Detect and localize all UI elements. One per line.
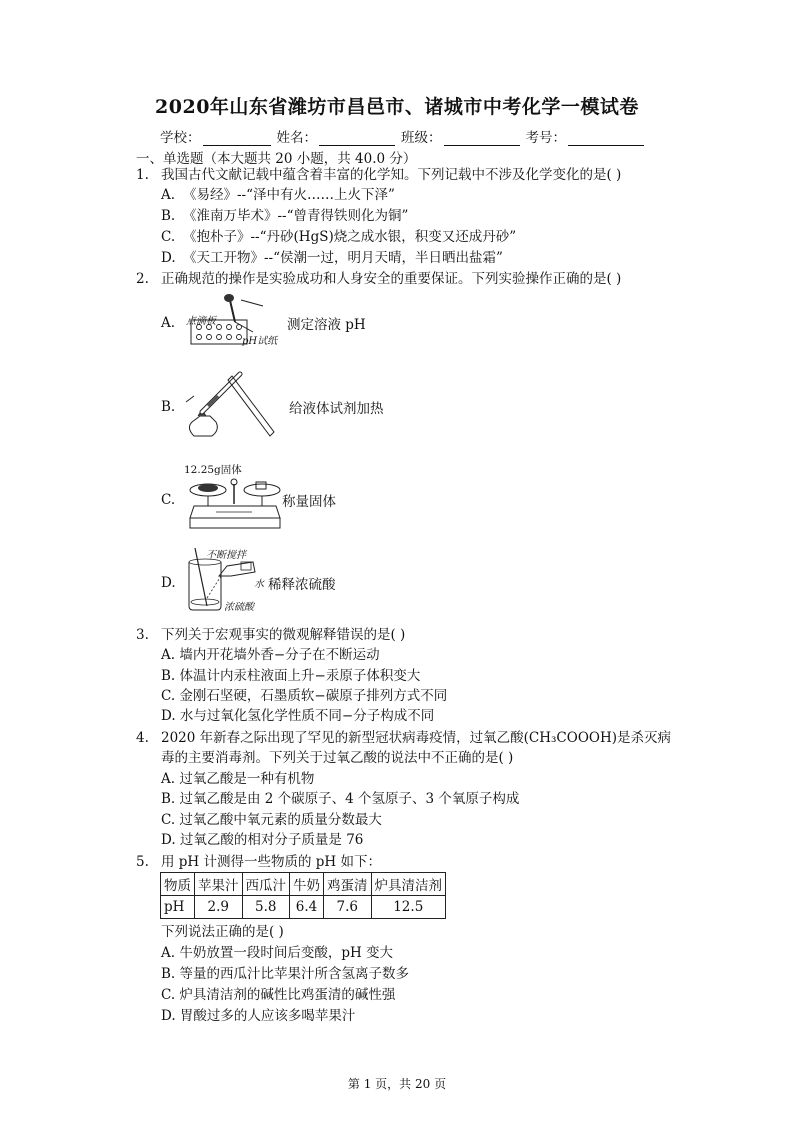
school-field[interactable] xyxy=(160,126,273,146)
school-label: 学校： xyxy=(160,130,201,146)
q5-option-a[interactable]: A. 牛奶放置一段时间后变酸，pH 变大 xyxy=(161,945,394,961)
question-5-prompt: 下列说法正确的是( ) xyxy=(161,924,284,940)
table-cell: 12.5 xyxy=(371,896,446,919)
section-heading: 一、单选题（本大题共 20 小题，共 40.0 分） xyxy=(136,151,417,167)
q1-option-d[interactable]: D. 《天工开物》--“侯潮一过，明月天晴，半日晒出盐霜” xyxy=(161,250,503,266)
question-1-text: 我国古代文献记载中蕴含着丰富的化学知。下列记载中不涉及化学变化的是( ) xyxy=(161,167,622,183)
q3-option-d[interactable]: D. 水与过氧化氢化学性质不同−分子构成不同 xyxy=(161,708,435,724)
question-4-text-1: 2020 年新春之际出现了罕见的新型冠状病毒疫情，过氧乙酸(CH₃COOOH)是杀灭病 xyxy=(161,730,671,746)
question-2: 2. 正确规范的操作是实验成功和人身安全的重要保证。下列实验操作正确的是( ) xyxy=(136,271,622,287)
name-field[interactable] xyxy=(277,126,398,146)
q2-option-c[interactable]: C. xyxy=(161,492,176,508)
school-blank[interactable] xyxy=(203,133,271,146)
ph-table xyxy=(160,872,446,919)
number-blank[interactable] xyxy=(568,133,644,146)
table-cell: 2.9 xyxy=(195,896,243,919)
question-5: 5. 用 pH 计测得一些物质的 pH 如下： xyxy=(136,854,381,870)
table-cell: 鸡蛋清 xyxy=(324,873,372,896)
question-1: 1. 我国古代文献记载中蕴含着丰富的化学知。下列记载中不涉及化学变化的是( ) xyxy=(136,167,622,183)
table-cell: 牛奶 xyxy=(290,873,324,896)
student-info-row xyxy=(160,126,650,146)
q2-option-c-caption: 称量固体 xyxy=(282,494,336,510)
q1-option-a[interactable]: A. 《易经》--“泽中有火……上火下泽” xyxy=(161,187,395,203)
q1-option-b[interactable]: B. 《淮南万毕术》--“曾青得铁则化为铜” xyxy=(161,208,409,224)
q4-option-a[interactable]: A. 过氧乙酸是一种有机物 xyxy=(161,771,315,787)
question-3: 3. 下列关于宏观事实的微观解释错误的是( ) xyxy=(136,627,406,643)
table-cell: 苹果汁 xyxy=(195,873,243,896)
q2-option-d-caption: 稀释浓硫酸 xyxy=(268,577,336,593)
ph-paper-label: pH试纸 xyxy=(242,336,278,347)
q2-option-d[interactable]: D. xyxy=(161,575,176,591)
balance-solid-label: 12.25g固体 xyxy=(184,464,242,476)
number-field[interactable] xyxy=(526,126,647,146)
q1-option-c[interactable]: C. 《抱朴子》--“丹砂(HgS)烧之成水银，积变又还成丹砂” xyxy=(161,229,517,245)
table-cell: pH xyxy=(161,896,195,919)
q5-option-b[interactable]: B. 等量的西瓜汁比苹果汁所含氢离子数多 xyxy=(161,966,410,982)
q5-option-d[interactable]: D. 胃酸过多的人应该多喝苹果汁 xyxy=(161,1008,356,1024)
table-cell: 物质 xyxy=(161,873,195,896)
question-2-text: 正确规范的操作是实验成功和人身安全的重要保证。下列实验操作正确的是( ) xyxy=(161,271,622,287)
q5-option-c[interactable]: C. 炉具清洁剂的碱性比鸡蛋清的碱性强 xyxy=(161,987,396,1003)
table-row xyxy=(161,896,446,919)
table-cell: 炉具清洁剂 xyxy=(371,873,446,896)
name-label: 姓名： xyxy=(276,130,317,146)
table-cell: 5.8 xyxy=(242,896,290,919)
q2-option-a-caption: 测定溶液 pH xyxy=(287,317,366,333)
question-4: 4. 2020 年新春之际出现了罕见的新型冠状病毒疫情，过氧乙酸(CH₃COOOH)是杀灭病 xyxy=(136,730,671,746)
class-label: 班级： xyxy=(401,130,442,146)
q3-option-b[interactable]: B. 体温计内汞柱液面上升−汞原子体积变大 xyxy=(161,668,421,684)
table-header-row xyxy=(161,873,446,896)
stirring-label: 不断搅拌 xyxy=(206,550,246,561)
question-4-text-2: 毒的主要消毒剂。下列关于过氧乙酸的说法中不正确的是( ) xyxy=(161,750,514,766)
question-5-text: 用 pH 计测得一些物质的 pH 如下： xyxy=(161,854,381,870)
heating-test-tube-figure xyxy=(180,356,280,446)
spot-plate-label: 点滴板 xyxy=(186,316,216,327)
number-label: 考号： xyxy=(525,130,566,146)
water-label: 水 xyxy=(254,579,264,590)
table-cell: 西瓜汁 xyxy=(242,873,290,896)
question-3-text: 下列关于宏观事实的微观解释错误的是( ) xyxy=(161,627,406,643)
q3-option-c[interactable]: C. 金刚石坚硬，石墨质软−碳原子排列方式不同 xyxy=(161,688,448,704)
q4-option-d[interactable]: D. 过氧乙酸的相对分子质量是 76 xyxy=(161,832,364,848)
page-footer: 第 1 页，共 20 页 xyxy=(347,1077,447,1091)
balance-figure xyxy=(186,474,282,534)
table-cell: 7.6 xyxy=(324,896,372,919)
q2-option-a[interactable]: A. xyxy=(161,315,176,331)
class-blank[interactable] xyxy=(444,133,520,146)
page-title: 2020年山东省潍坊市昌邑市、诸城市中考化学一模试卷 xyxy=(155,96,639,118)
q3-option-a[interactable]: A. 墙内开花墙外香−分子在不断运动 xyxy=(161,647,380,663)
q4-option-c[interactable]: C. 过氧乙酸中氧元素的质量分数最大 xyxy=(161,812,382,828)
class-field[interactable] xyxy=(401,126,522,146)
q4-option-b[interactable]: B. 过氧乙酸是由 2 个碳原子、4 个氢原子、3 个氧原子构成 xyxy=(161,791,520,807)
name-blank[interactable] xyxy=(319,133,395,146)
table-cell: 6.4 xyxy=(290,896,324,919)
q2-option-b-caption: 给液体试剂加热 xyxy=(289,401,384,417)
q2-option-b[interactable]: B. xyxy=(161,399,176,415)
acid-label: 浓硫酸 xyxy=(224,602,254,613)
